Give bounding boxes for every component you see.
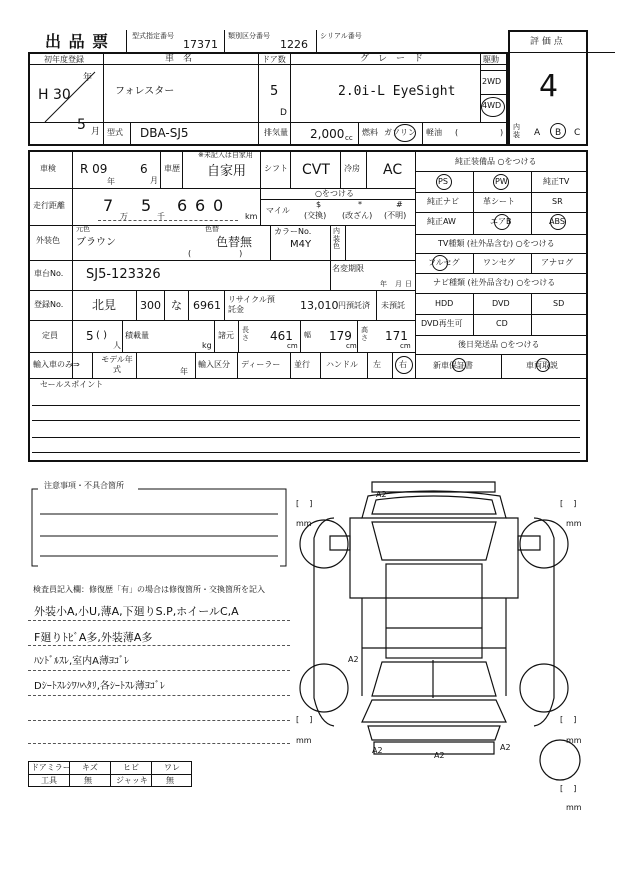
diagram-bracket-fl: [ ] <box>296 499 313 508</box>
diagram-bracket-rr: [ ] <box>560 715 577 724</box>
equip-sr: SR <box>552 197 563 206</box>
fuel-circle <box>394 124 416 142</box>
tv-oneseg: ワンセグ <box>483 258 515 267</box>
equip-abs-circle <box>550 214 566 230</box>
tv-fullseg-circle <box>432 255 448 271</box>
first-reg-month: 5 <box>77 117 86 133</box>
navi-cd: CD <box>496 319 508 328</box>
grade-label: グ レ ー ド <box>360 54 424 64</box>
length-label: 長さ <box>242 326 249 342</box>
plate-class: 300 <box>140 299 161 312</box>
class-number-label: 類別区分番号 <box>228 32 270 40</box>
sen-unit: 千 <box>157 212 165 221</box>
history-value: 自家用 <box>207 164 247 179</box>
mileage-digit-1: 7 <box>103 196 114 215</box>
drive-4wd: 4WD <box>482 101 502 110</box>
mileage-digit-4: 6 <box>195 196 206 215</box>
color-change-label: 色替 <box>205 225 219 233</box>
damage-mark-rear-center: A2 <box>434 751 445 760</box>
fuel-value: ガソリン <box>384 128 416 137</box>
mileage-circle-note: ○をつける <box>315 189 354 198</box>
type-value: DBA-SJ5 <box>140 126 189 140</box>
tv-title: TV種類 (社外品含む) ○をつける <box>438 239 555 248</box>
model-year-label: モデル年式 <box>101 355 133 374</box>
diagram-bracket-rl: [ ] <box>296 715 313 724</box>
import-class-label: 輸入区分 <box>198 360 230 369</box>
later-manual-circle <box>536 358 550 372</box>
notes-label: 注意事項・不具合箇所 <box>44 481 124 490</box>
parallel-label: 並行 <box>294 360 310 369</box>
ac-label: 冷房 <box>344 164 360 173</box>
inspector-line-4: Dｼｰﾄｽﾚｼﾜﾊﾍﾀﾘ,各ｼｰﾄｽﾚ薄ﾖｺﾞﾚ <box>34 681 165 692</box>
equip-pw: PW <box>495 177 508 186</box>
man-unit: 万 <box>120 212 128 221</box>
damage-mark-front: A2 <box>376 490 387 499</box>
sales-points-label: セールスポイント <box>40 380 104 389</box>
right-circle <box>395 356 413 374</box>
mile-label: マイル <box>266 206 290 215</box>
history-note: ※未記入は自家用 <box>198 151 253 159</box>
car-name-value: フォレスター <box>115 86 175 97</box>
recycle-unit: 円預託済 <box>338 301 370 310</box>
km-unit: km <box>245 212 258 221</box>
shaken-era: R 09 <box>80 162 108 176</box>
mileage-digit-3: 6 <box>177 196 188 215</box>
first-reg-era: H 30 <box>38 87 71 103</box>
color-label: 外装色 <box>36 236 60 245</box>
damage-mark-left-rear: A2 <box>348 655 359 664</box>
color-paren: ( ) <box>188 249 243 258</box>
diagram-mm-fl: mm <box>296 519 312 528</box>
day-unit: 日 <box>405 280 412 288</box>
plate-kana: な <box>171 299 182 312</box>
dims-label: 諸元 <box>218 331 234 340</box>
equip-navi: 純正ナビ <box>427 197 459 206</box>
equip-ps-circle <box>436 174 452 190</box>
model-designation-value: 17371 <box>183 38 218 51</box>
tamper-symbol: * <box>358 200 362 209</box>
original-color-value: ブラウン <box>76 237 116 248</box>
doors-value: 5 <box>270 84 279 99</box>
later-warranty: 新車保証書 <box>433 361 473 370</box>
navi-title: ナビ種類 (社外品含む) ○をつける <box>433 278 556 287</box>
equip-abs: ABS <box>549 217 565 226</box>
chassis-label: 車台No. <box>34 269 64 278</box>
navi-hdd: HDD <box>435 299 454 308</box>
table-cell-jack: ジャッキ <box>116 776 148 785</box>
plate-region: 北見 <box>92 298 117 312</box>
color-no-label: カラーNo. <box>274 227 312 236</box>
load-label: 積載量 <box>125 331 149 340</box>
plate-number: 6961 <box>193 299 221 312</box>
equip-tv: 純正TV <box>543 177 570 186</box>
navi-sd: SD <box>553 299 565 308</box>
displacement-label: 排気量 <box>264 128 288 137</box>
table-header-mirror: ドアミラー <box>31 763 71 772</box>
equip-aw: 純正AW <box>427 217 456 226</box>
diagram-mm-spare: mm <box>566 803 582 812</box>
equipment-title: 純正装備品 ○をつける <box>455 157 537 166</box>
fuel-label: 燃料 <box>362 128 378 137</box>
inspector-line-3: ﾊﾝﾄﾞﾙｽﾚ,室内A薄ﾖｺﾞﾚ <box>34 656 130 667</box>
interior-a: A <box>534 128 541 138</box>
right-label: 右 <box>399 360 407 369</box>
color-change-value: 色替無 <box>216 235 253 249</box>
serial-label: シリアル番号 <box>320 32 362 40</box>
equip-pw-circle <box>493 174 509 190</box>
shaken-month: 6 <box>140 162 148 176</box>
recycle-unpaid: 未預託 <box>381 301 405 310</box>
diagram-bracket-spare: [ ] <box>560 784 577 793</box>
tamper-label: (改ざん) <box>342 211 373 220</box>
grade-score-value: 4 <box>539 69 559 104</box>
swap-label: (交換) <box>304 211 327 220</box>
name-change-label: 名変期限 <box>332 264 364 273</box>
ac-value: AC <box>383 162 403 178</box>
recycle-label: リサイクル預託金 <box>228 295 275 314</box>
chassis-value: SJ5-123326 <box>86 267 161 282</box>
unknown-symbol: # <box>396 200 403 209</box>
table-header-break: ワレ <box>164 763 180 772</box>
navi-dvd-play: DVD再生可 <box>421 319 463 328</box>
first-reg-slash <box>40 66 100 126</box>
history-label: 車歴 <box>164 164 180 173</box>
shift-label: シフト <box>264 164 288 173</box>
shift-value: CVT <box>302 162 330 178</box>
length-value: 461 <box>270 329 293 343</box>
inspector-line-1: 外装小A,小U,薄A,下廻りS.P,ホイールC,A <box>34 605 239 618</box>
table-header-scratch: キズ <box>82 763 98 772</box>
notes-bracket <box>28 481 298 574</box>
door-type: D <box>280 108 287 118</box>
car-damage-diagram <box>290 478 600 808</box>
drive-4wd-circle <box>481 97 505 117</box>
type-label: 型式 <box>107 128 123 137</box>
first-reg-month-unit: 月 <box>91 127 101 137</box>
mileage-label: 走行距離 <box>33 201 65 210</box>
mileage-digit-2: 5 <box>141 196 152 215</box>
interior-b: B <box>555 128 562 138</box>
diagram-bracket-fr: [ ] <box>560 499 577 508</box>
interior-b-circle <box>550 123 566 139</box>
later-manual: 車両取説 <box>526 361 558 370</box>
car-name-label: 車 名 <box>165 54 193 64</box>
model-year-unit: 年 <box>180 367 188 376</box>
damage-mark-rear-left: A2 <box>372 746 383 755</box>
name-change-month: 月 <box>395 280 402 288</box>
table-cell-tools: 工具 <box>41 776 57 785</box>
diagram-mm-rl: mm <box>296 736 312 745</box>
grade-value: 2.0i-L EyeSight <box>338 84 456 99</box>
capacity-label: 定員 <box>42 331 58 340</box>
shaken-month-unit: 月 <box>150 176 158 185</box>
diagram-mm-fr: mm <box>566 519 582 528</box>
first-reg-label: 初年度登録 <box>44 55 84 64</box>
table-cell-tools-value: 無 <box>84 776 92 785</box>
name-change-year: 年 <box>380 280 387 288</box>
equip-airbag-circle <box>494 214 510 230</box>
first-reg-year-unit: 年 <box>83 73 93 83</box>
model-designation-label: 型式指定番号 <box>132 32 174 40</box>
original-color-label: 元色 <box>76 225 90 233</box>
kg-unit: kg <box>202 341 212 350</box>
later-warranty-circle <box>452 358 466 372</box>
equip-airbag: エアB <box>490 217 512 226</box>
displacement-value: 2,000 <box>310 127 345 141</box>
plate-label: 登録No. <box>34 300 64 309</box>
dealer-label: ディーラー <box>241 360 281 369</box>
doors-label: ドア数 <box>262 55 286 64</box>
swap-symbol: $ <box>316 200 322 209</box>
equip-ps: PS <box>438 177 448 186</box>
width-value: 179 <box>329 329 352 343</box>
inspector-line-2: F廻りﾄﾋﾞA多,外装薄A多 <box>34 631 153 644</box>
height-value: 171 <box>385 329 408 343</box>
equip-leather: 革シート <box>483 197 515 206</box>
drive-label: 駆動 <box>483 55 499 64</box>
capacity-value: 5 <box>86 329 94 343</box>
grade-score-label: 評 価 点 <box>530 37 563 47</box>
page-title: 出 品 票 <box>45 32 110 51</box>
interior-label: 内装 <box>513 123 520 139</box>
tv-fullseg: フルセグ <box>428 258 460 267</box>
handle-label: ハンドル <box>326 360 358 369</box>
damage-mark-rear-right: A2 <box>500 743 511 752</box>
inspector-label: 検査員記入欄：修復歴「有」の場合は修復箇所・交換箇所を記入 <box>33 585 265 594</box>
capacity-unit: 人 <box>113 341 121 350</box>
height-cm: cm <box>400 342 411 350</box>
mileage-digit-5: 0 <box>213 196 224 215</box>
width-label: 幅 <box>304 331 311 339</box>
inner-color-label: 内装色 <box>333 227 340 251</box>
recycle-amount: 13,010 <box>300 299 339 312</box>
drive-2wd: 2WD <box>482 77 502 86</box>
capacity-paren: ( ) <box>96 330 107 341</box>
diesel-label: 軽油 <box>426 128 442 137</box>
color-no-value: M4Y <box>290 239 312 250</box>
unknown-label: (不明) <box>384 211 407 220</box>
class-number-value: 1226 <box>280 38 308 51</box>
left-label: 左 <box>373 360 381 369</box>
interior-c: C <box>574 128 581 138</box>
length-cm: cm <box>287 342 298 350</box>
cc-unit: cc <box>345 134 353 142</box>
table-header-crack: ヒビ <box>123 763 139 772</box>
diagram-mm-rr: mm <box>566 736 582 745</box>
shaken-year-unit: 年 <box>107 177 115 186</box>
tv-analog: アナログ <box>541 258 573 267</box>
import-label: 輸入車のみ⇒ <box>33 360 80 369</box>
navi-dvd: DVD <box>492 299 510 308</box>
width-cm: cm <box>346 342 357 350</box>
shaken-label: 車検 <box>40 164 56 173</box>
later-title: 後日発送品 ○をつける <box>458 340 540 349</box>
table-cell-jack-value: 無 <box>166 776 174 785</box>
height-label: 高さ <box>361 326 368 342</box>
